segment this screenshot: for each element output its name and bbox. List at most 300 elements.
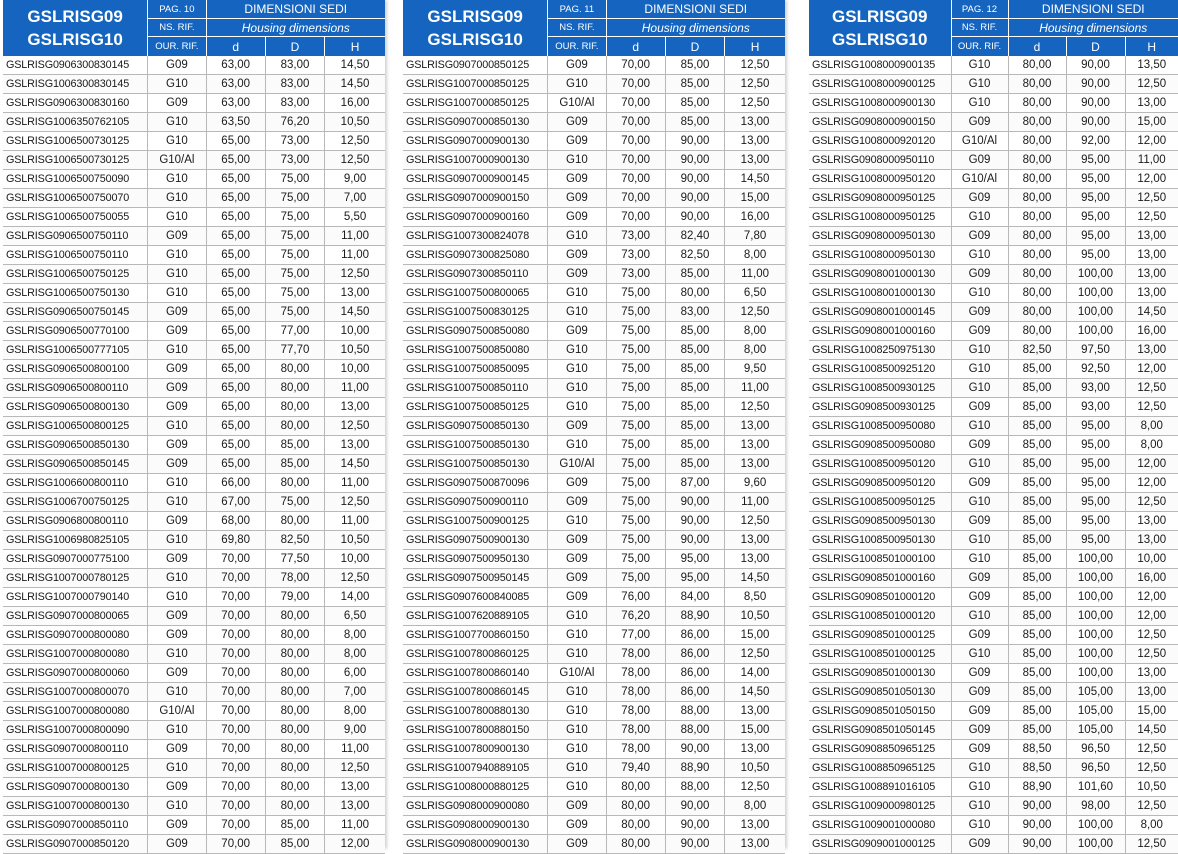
outer-diameter-cell: 75,00 <box>265 246 324 265</box>
reference-cell: G10 <box>548 626 606 645</box>
outer-diameter-cell: 100,00 <box>1066 816 1125 835</box>
table-row <box>3 189 385 208</box>
part-code-cell: GSLRISG0906500800110 <box>3 379 148 398</box>
height-cell: 13,00 <box>1125 664 1178 683</box>
part-code-cell: GSLRISG1007000790140 <box>3 588 148 607</box>
inner-diameter-cell: 70,00 <box>206 759 265 778</box>
outer-diameter-cell: 80,00 <box>265 721 324 740</box>
reference-cell: G09 <box>548 493 606 512</box>
reference-cell: G10 <box>548 379 606 398</box>
part-code-cell: GSLRISG0907000900145 <box>403 170 548 189</box>
outer-diameter-cell: 100,00 <box>1066 588 1125 607</box>
outer-diameter-cell: 105,00 <box>1066 702 1125 721</box>
table-row <box>403 94 785 113</box>
reference-cell: G10 <box>548 778 606 797</box>
outer-diameter-cell: 80,00 <box>265 379 324 398</box>
table-row <box>403 246 785 265</box>
reference-cell: G10 <box>148 170 206 189</box>
table-row <box>403 455 785 474</box>
inner-diameter-cell: 70,00 <box>206 664 265 683</box>
height-cell: 13,00 <box>725 151 785 170</box>
height-cell: 12,50 <box>1125 208 1178 227</box>
inner-diameter-cell: 75,00 <box>606 322 665 341</box>
table-row <box>403 436 785 455</box>
reference-cell: G10 <box>548 740 606 759</box>
page-number: PAG. 11 <box>548 0 606 19</box>
part-code-cell: GSLRISG1007500900125 <box>403 512 548 531</box>
table-row <box>809 113 1178 132</box>
table-row <box>3 398 385 417</box>
part-code-cell: GSLRISG0908001000145 <box>809 303 951 322</box>
catalog-page-11 <box>403 0 785 849</box>
series-code-line-1: GSLRISG09 <box>832 7 928 26</box>
outer-diameter-cell: 85,00 <box>665 417 724 436</box>
inner-diameter-cell: 65,00 <box>206 246 265 265</box>
part-code-cell: GSLRISG0907000850130 <box>403 113 548 132</box>
housing-dimensions-table <box>3 0 385 854</box>
height-cell: 13,00 <box>725 550 785 569</box>
height-cell: 8,50 <box>725 588 785 607</box>
inner-diameter-cell: 82,50 <box>1008 341 1066 360</box>
table-row <box>3 816 385 835</box>
outer-diameter-cell: 80,00 <box>265 778 324 797</box>
reference-cell: G10 <box>951 531 1008 550</box>
outer-diameter-cell: 95,00 <box>1066 246 1125 265</box>
part-code-cell: GSLRISG0908501050150 <box>809 702 951 721</box>
reference-cell: G10 <box>951 379 1008 398</box>
reference-cell: G10 <box>951 94 1008 113</box>
table-row <box>3 721 385 740</box>
part-code-cell: GSLRISG0908000900130 <box>403 816 548 835</box>
part-code-cell: GSLRISG0908500950080 <box>809 436 951 455</box>
part-code-cell: GSLRISG1007800880150 <box>403 721 548 740</box>
reference-cell: G09 <box>548 56 606 75</box>
table-row <box>809 75 1178 94</box>
table-row <box>3 151 385 170</box>
reference-cell: G10 <box>548 721 606 740</box>
part-code-cell: GSLRISG1008500950120 <box>809 455 951 474</box>
outer-diameter-cell: 85,00 <box>665 398 724 417</box>
table-body <box>3 56 385 854</box>
height-cell: 11,00 <box>325 246 385 265</box>
reference-cell: G09 <box>548 246 606 265</box>
reference-cell: G10 <box>951 645 1008 664</box>
height-cell: 14,50 <box>1125 303 1178 322</box>
inner-diameter-cell: 88,50 <box>1008 740 1066 759</box>
height-cell: 13,00 <box>725 436 785 455</box>
reference-cell: G10 <box>148 721 206 740</box>
outer-diameter-cell: 90,00 <box>665 132 724 151</box>
inner-diameter-cell: 75,00 <box>606 550 665 569</box>
table-row <box>403 797 785 816</box>
height-cell: 12,50 <box>725 56 785 75</box>
height-cell: 12,50 <box>725 398 785 417</box>
reference-cell: G10 <box>951 493 1008 512</box>
table-body <box>809 56 1178 854</box>
reference-cell: G09 <box>148 740 206 759</box>
reference-cell: G10 <box>951 607 1008 626</box>
reference-cell: G09 <box>951 721 1008 740</box>
height-cell: 12,50 <box>325 759 385 778</box>
inner-diameter-cell: 80,00 <box>606 778 665 797</box>
reference-cell: G09 <box>148 607 206 626</box>
part-code-cell: GSLRISG0907500870096 <box>403 474 548 493</box>
outer-diameter-cell: 95,00 <box>1066 189 1125 208</box>
reference-cell: G10 <box>548 151 606 170</box>
inner-diameter-cell: 70,00 <box>206 645 265 664</box>
reference-cell: G10 <box>148 341 206 360</box>
reference-cell: G09 <box>548 189 606 208</box>
part-code-cell: GSLRISG0908501050130 <box>809 683 951 702</box>
outer-diameter-cell: 93,00 <box>1066 379 1125 398</box>
reference-cell: G10 <box>951 208 1008 227</box>
height-cell: 13,50 <box>1125 56 1178 75</box>
height-cell: 8,00 <box>1125 436 1178 455</box>
height-cell: 13,00 <box>325 284 385 303</box>
inner-diameter-cell: 75,00 <box>606 493 665 512</box>
inner-diameter-cell: 90,00 <box>1008 797 1066 816</box>
table-row <box>403 227 785 246</box>
part-code-cell: GSLRISG0907300850110 <box>403 265 548 284</box>
reference-cell: G10/Al <box>148 151 206 170</box>
part-code-cell: GSLRISG1006500750055 <box>3 208 148 227</box>
inner-diameter-cell: 85,00 <box>1008 645 1066 664</box>
part-code-cell: GSLRISG1007000850125 <box>403 94 548 113</box>
reference-cell: G09 <box>548 797 606 816</box>
part-code-cell: GSLRISG0906500850145 <box>3 455 148 474</box>
table-row <box>403 721 785 740</box>
reference-cell: G10/Al <box>548 455 606 474</box>
table-row <box>3 227 385 246</box>
part-code-cell: GSLRISG1008501000125 <box>809 645 951 664</box>
reference-cell: G10 <box>148 417 206 436</box>
inner-diameter-cell: 70,00 <box>206 607 265 626</box>
part-code-cell: GSLRISG1007500850110 <box>403 379 548 398</box>
part-code-cell: GSLRISG0907000900150 <box>403 189 548 208</box>
part-code-cell: GSLRISG1007000800125 <box>3 759 148 778</box>
part-code-cell: GSLRISG0908500950120 <box>809 474 951 493</box>
reference-cell: G09 <box>548 474 606 493</box>
inner-diameter-cell: 75,00 <box>606 341 665 360</box>
outer-diameter-cell: 83,00 <box>665 303 724 322</box>
series-code-title <box>809 0 951 56</box>
part-code-cell: GSLRISG0907500850080 <box>403 322 548 341</box>
part-code-cell: GSLRISG1006500750070 <box>3 189 148 208</box>
part-code-cell: GSLRISG0906300830145 <box>3 56 148 75</box>
inner-diameter-cell: 88,90 <box>1008 778 1066 797</box>
column-header-D: D <box>665 37 724 57</box>
part-code-cell: GSLRISG0908501050145 <box>809 721 951 740</box>
inner-diameter-cell: 85,00 <box>1008 626 1066 645</box>
reference-cell: G09 <box>548 531 606 550</box>
height-cell: 9,00 <box>325 721 385 740</box>
inner-diameter-cell: 78,00 <box>606 740 665 759</box>
table-row <box>3 417 385 436</box>
part-code-cell: GSLRISG0907000800110 <box>3 740 148 759</box>
reference-cell: G09 <box>951 683 1008 702</box>
height-cell: 12,50 <box>1125 740 1178 759</box>
reference-cell: G10/Al <box>548 94 606 113</box>
outer-diameter-cell: 83,00 <box>265 94 324 113</box>
table-row <box>809 265 1178 284</box>
height-cell: 15,00 <box>725 626 785 645</box>
page-number: PAG. 10 <box>148 0 206 19</box>
table-row <box>3 778 385 797</box>
height-cell: 11,00 <box>725 379 785 398</box>
reference-cell: G09 <box>951 436 1008 455</box>
height-cell: 12,50 <box>1125 493 1178 512</box>
table-row <box>403 588 785 607</box>
table-row <box>3 759 385 778</box>
part-code-cell: GSLRISG0908000950125 <box>809 189 951 208</box>
inner-diameter-cell: 70,00 <box>606 189 665 208</box>
inner-diameter-cell: 70,00 <box>206 835 265 854</box>
height-cell: 14,50 <box>725 170 785 189</box>
outer-diameter-cell: 95,00 <box>1066 436 1125 455</box>
reference-cell: G10 <box>951 417 1008 436</box>
table-row <box>809 835 1178 854</box>
outer-diameter-cell: 80,00 <box>265 512 324 531</box>
column-header-d: d <box>206 37 265 57</box>
table-row <box>3 436 385 455</box>
reference-cell: G10 <box>548 607 606 626</box>
outer-diameter-cell: 85,00 <box>665 322 724 341</box>
reference-cell: G09 <box>148 227 206 246</box>
reference-cell: G10 <box>951 778 1008 797</box>
outer-diameter-cell: 100,00 <box>1066 664 1125 683</box>
page-number: PAG. 12 <box>951 0 1008 19</box>
part-code-cell: GSLRISG0907000775100 <box>3 550 148 569</box>
table-row <box>809 474 1178 493</box>
part-code-cell: GSLRISG0908000950110 <box>809 151 951 170</box>
part-code-cell: GSLRISG0906500750110 <box>3 227 148 246</box>
table-row <box>809 170 1178 189</box>
part-code-cell: GSLRISG1007000800080 <box>3 702 148 721</box>
catalog-page-12 <box>809 0 1178 849</box>
part-code-cell: GSLRISG1007500850095 <box>403 360 548 379</box>
outer-diameter-cell: 85,00 <box>265 816 324 835</box>
part-code-cell: GSLRISG0908000950130 <box>809 227 951 246</box>
inner-diameter-cell: 65,00 <box>206 227 265 246</box>
outer-diameter-cell: 95,00 <box>1066 493 1125 512</box>
reference-cell: G09 <box>548 550 606 569</box>
inner-diameter-cell: 70,00 <box>206 626 265 645</box>
height-cell: 7,00 <box>325 683 385 702</box>
table-row <box>809 588 1178 607</box>
part-code-cell: GSLRISG1007000850125 <box>403 75 548 94</box>
inner-diameter-cell: 75,00 <box>606 360 665 379</box>
outer-diameter-cell: 100,00 <box>1066 626 1125 645</box>
reference-cell: G09 <box>951 664 1008 683</box>
table-body <box>403 56 785 854</box>
table-row <box>403 702 785 721</box>
inner-diameter-cell: 75,00 <box>606 474 665 493</box>
height-cell: 13,00 <box>725 455 785 474</box>
table-row <box>3 322 385 341</box>
table-row <box>809 816 1178 835</box>
inner-diameter-cell: 85,00 <box>1008 664 1066 683</box>
height-cell: 9,50 <box>725 360 785 379</box>
table-header <box>403 0 785 56</box>
height-cell: 12,50 <box>325 265 385 284</box>
height-cell: 15,00 <box>1125 702 1178 721</box>
reference-cell: G09 <box>548 417 606 436</box>
inner-diameter-cell: 85,00 <box>1008 721 1066 740</box>
outer-diameter-cell: 90,00 <box>665 740 724 759</box>
inner-diameter-cell: 70,00 <box>606 208 665 227</box>
outer-diameter-cell: 85,00 <box>265 835 324 854</box>
table-row <box>3 379 385 398</box>
table-row <box>809 151 1178 170</box>
table-row <box>809 189 1178 208</box>
table-row <box>3 75 385 94</box>
table-row <box>3 132 385 151</box>
part-code-cell: GSLRISG0907000800080 <box>3 626 148 645</box>
inner-diameter-cell: 75,00 <box>606 436 665 455</box>
inner-diameter-cell: 75,00 <box>606 417 665 436</box>
part-code-cell: GSLRISG1008500950080 <box>809 417 951 436</box>
part-code-cell: GSLRISG1008500950125 <box>809 493 951 512</box>
reference-cell: G10 <box>951 759 1008 778</box>
part-code-cell: GSLRISG0906300830160 <box>3 94 148 113</box>
height-cell: 14,50 <box>325 303 385 322</box>
series-code-title <box>3 0 148 56</box>
reference-cell: G10 <box>548 398 606 417</box>
outer-diameter-cell: 75,00 <box>265 189 324 208</box>
reference-cell: G09 <box>148 664 206 683</box>
part-code-cell: GSLRISG1007000800130 <box>3 797 148 816</box>
part-code-cell: GSLRISG1006500750130 <box>3 284 148 303</box>
part-code-cell: GSLRISG1009000980125 <box>809 797 951 816</box>
height-cell: 13,00 <box>325 778 385 797</box>
part-code-cell: GSLRISG0908000900130 <box>403 835 548 854</box>
part-code-cell: GSLRISG1007500850130 <box>403 436 548 455</box>
table-row <box>3 246 385 265</box>
height-cell: 11,00 <box>325 474 385 493</box>
height-cell: 13,00 <box>1125 246 1178 265</box>
height-cell: 12,50 <box>1125 759 1178 778</box>
reference-cell: G09 <box>548 208 606 227</box>
height-cell: 14,00 <box>725 664 785 683</box>
inner-diameter-cell: 78,00 <box>606 702 665 721</box>
outer-diameter-cell: 90,00 <box>665 531 724 550</box>
height-cell: 12,50 <box>725 303 785 322</box>
part-code-cell: GSLRISG1007000800080 <box>3 645 148 664</box>
part-code-cell: GSLRISG0906500800100 <box>3 360 148 379</box>
height-cell: 12,50 <box>325 417 385 436</box>
inner-diameter-cell: 85,00 <box>1008 702 1066 721</box>
height-cell: 8,00 <box>725 797 785 816</box>
part-code-cell: GSLRISG1008500950130 <box>809 531 951 550</box>
outer-diameter-cell: 75,00 <box>265 208 324 227</box>
table-row <box>403 151 785 170</box>
column-header-d: d <box>1008 37 1066 57</box>
inner-diameter-cell: 80,00 <box>1008 208 1066 227</box>
inner-diameter-cell: 70,00 <box>606 75 665 94</box>
part-code-cell: GSLRISG1007300824078 <box>403 227 548 246</box>
part-code-cell: GSLRISG1009001000080 <box>809 816 951 835</box>
reference-cell: G10 <box>951 550 1008 569</box>
table-row <box>809 132 1178 151</box>
part-code-cell: GSLRISG0906500800130 <box>3 398 148 417</box>
our-rif-label: OUR. RIF. <box>148 37 206 57</box>
inner-diameter-cell: 70,00 <box>206 702 265 721</box>
part-code-cell: GSLRISG0906500850130 <box>3 436 148 455</box>
height-cell: 12,50 <box>1125 398 1178 417</box>
table-row <box>403 417 785 436</box>
table-row <box>403 75 785 94</box>
table-row <box>809 664 1178 683</box>
reference-cell: G10 <box>548 683 606 702</box>
reference-cell: G09 <box>148 512 206 531</box>
inner-diameter-cell: 85,00 <box>1008 417 1066 436</box>
inner-diameter-cell: 80,00 <box>1008 284 1066 303</box>
part-code-cell: GSLRISG0907300825080 <box>403 246 548 265</box>
outer-diameter-cell: 82,50 <box>665 246 724 265</box>
table-row <box>3 550 385 569</box>
table-row <box>809 284 1178 303</box>
reference-cell: G09 <box>951 151 1008 170</box>
reference-cell: G09 <box>951 398 1008 417</box>
reference-cell: G10 <box>951 797 1008 816</box>
inner-diameter-cell: 70,00 <box>606 151 665 170</box>
height-cell: 13,00 <box>325 398 385 417</box>
reference-cell: G09 <box>548 322 606 341</box>
outer-diameter-cell: 100,00 <box>1066 265 1125 284</box>
inner-diameter-cell: 65,00 <box>206 417 265 436</box>
dimensions-title: DIMENSIONI SEDI <box>606 0 785 19</box>
part-code-cell: GSLRISG0906500750145 <box>3 303 148 322</box>
reference-cell: G10/Al <box>548 664 606 683</box>
reference-cell: G09 <box>148 322 206 341</box>
part-code-cell: GSLRISG1008891016105 <box>809 778 951 797</box>
height-cell: 12,50 <box>1125 189 1178 208</box>
reference-cell: G10 <box>148 265 206 284</box>
height-cell: 12,00 <box>1125 455 1178 474</box>
inner-diameter-cell: 65,00 <box>206 379 265 398</box>
part-code-cell: GSLRISG0907000900160 <box>403 208 548 227</box>
part-code-cell: GSLRISG1008500930125 <box>809 379 951 398</box>
column-header-d: d <box>606 37 665 57</box>
height-cell: 10,50 <box>325 341 385 360</box>
inner-diameter-cell: 65,00 <box>206 265 265 284</box>
inner-diameter-cell: 80,00 <box>606 835 665 854</box>
inner-diameter-cell: 66,00 <box>206 474 265 493</box>
outer-diameter-cell: 90,00 <box>665 493 724 512</box>
part-code-cell: GSLRISG0908000900150 <box>809 113 951 132</box>
inner-diameter-cell: 73,00 <box>606 246 665 265</box>
outer-diameter-cell: 82,40 <box>665 227 724 246</box>
series-code-line-1: GSLRISG09 <box>427 7 523 26</box>
table-row <box>809 702 1178 721</box>
reference-cell: G10 <box>148 208 206 227</box>
table-row <box>403 835 785 854</box>
inner-diameter-cell: 75,00 <box>606 379 665 398</box>
reference-cell: G09 <box>148 816 206 835</box>
housing-dimensions-table <box>809 0 1178 854</box>
inner-diameter-cell: 70,00 <box>206 816 265 835</box>
height-cell: 14,50 <box>725 569 785 588</box>
table-row <box>809 246 1178 265</box>
outer-diameter-cell: 80,00 <box>265 626 324 645</box>
part-code-cell: GSLRISG1008000920120 <box>809 132 951 151</box>
outer-diameter-cell: 85,00 <box>665 436 724 455</box>
inner-diameter-cell: 70,00 <box>206 683 265 702</box>
outer-diameter-cell: 90,00 <box>665 816 724 835</box>
table-row <box>403 208 785 227</box>
part-code-cell: GSLRISG0907000800065 <box>3 607 148 626</box>
part-code-cell: GSLRISG0908000900080 <box>403 797 548 816</box>
